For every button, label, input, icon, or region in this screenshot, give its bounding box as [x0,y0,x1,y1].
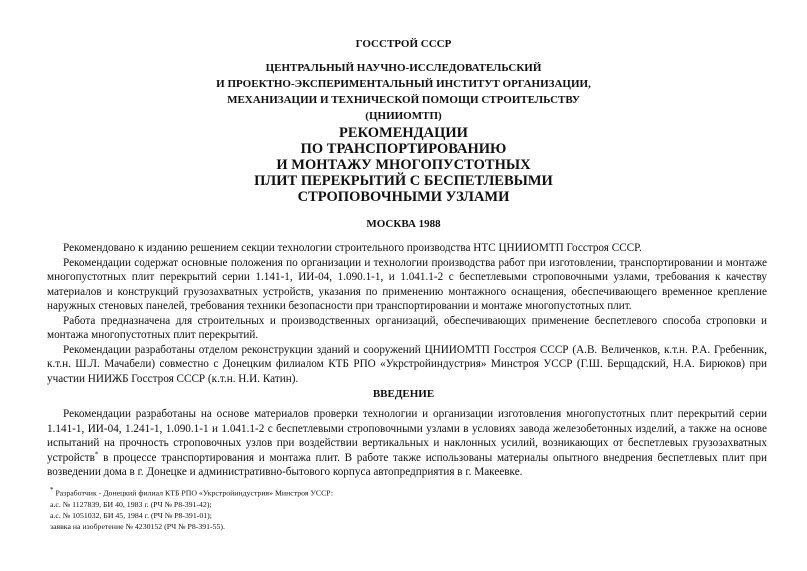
document-title-line-5: СТРОПОВОЧНЫМИ УЗЛАМИ [297,189,510,205]
footnote-developer: Разработчик - Донецкий филиал КТБ РПО «Укрстройиндустрия» Минстроя УССР: [53,488,334,498]
intro-paragraph: Рекомендовано к изданию решением секции технологии строительного производства НТС ЦНИИОМТП Госстроя СССР. [63,242,642,254]
intro-block [47,241,767,386]
introduction-text-part-1: Рекомендации разработаны на основе материалов проверки технологии и организации изготовления многопустотных плит перекрытий серии 1.141-1, ИИ-04, 1.241-1, 1.090.1-1 и 1.041.1-2 с беспетлевыми строповочными узлами в условиях завода железобетонных изделий, а также на основе испытаний на прочность строповочных узлов при воздействии вертикальных и наклонных усилий, возникающих от беспетлевых грузозахватных устройств [47,408,767,464]
introduction-paragraph [47,407,767,480]
document-title-line-1: РЕКОМЕНДАЦИИ [339,125,468,141]
document-title-line-3: И МОНТАЖУ МНОГОПУСТОТНЫХ [276,157,531,173]
document-title-line-4: ПЛИТ ПЕРЕКРЫТИЙ С БЕСПЕТЛЕВЫМИ [254,173,553,189]
institute-name-line-2: И ПРОЕКТНО-ЭКСПЕРИМЕНТАЛЬНЫЙ ИНСТИТУТ ОРГАНИЗАЦИИ, [216,78,591,90]
intro-paragraph: Рекомендации разработаны отделом реконструкции зданий и сооружений ЦНИИОМТП Госстроя СССР (А.В. Величенков, к.т.н. Р.А. Гребенник, к.т.н. Ш.Л. Мачабели) совместно с Донецким филиалом КТБ РПО «Укрстройиндустрия» Минстроя УССР (Г.Ш. Берщадский, Н.А. Бирюков) при участии НИИЖБ Госстроя СССР (к.т.н. Н.И. Катин). [47,343,767,385]
introduction-text-part-2: в процессе транспортирования и монтажа плит. В работе также использованы материалы опытного внедрения беспетлевых плит при возведении дома в г. Донецке и административно-бытового корпуса автопредприятия в г. Макеевке. [47,451,767,478]
footnote [50,485,750,532]
institute-name-line-3: МЕХАНИЗАЦИИ И ТЕХНИЧЕСКОЙ ПОМОЩИ СТРОИТЕЛЬСТВУ [227,94,580,106]
footnote-line: заявка на изобретение № 4230152 (РЧ № Р8-391-55). [50,521,225,531]
intro-paragraph: Рекомендации содержат основные положения по организации и технологии производства работ при изготовлении, транспортировании и монтаже многопустотных плит перекрытий серии 1.141-1, ИИ-04, 1.090.1-1, и 1.041.1-2 с беспетлевыми строповочными узлами, требования к качеству материалов и конструкций грузозахватных устройств, указания по применению монтажного оснащения, обеспечивающего временное крепление наружных стеновых панелей, требования техники безопасности при транспортировании и монтаже многопустотных плит. [47,256,767,312]
footnote-reference-mark: * [94,449,99,458]
institute-abbreviation: (ЦНИИОМТП) [365,110,442,122]
section-heading: ВВЕДЕНИЕ [372,388,435,400]
city-year: МОСКВА 1988 [366,218,441,230]
footnote-line: а.с. № 1051032, БИ 45, 1984 г. (РЧ № Р8-391-01); [50,510,212,520]
agency-name: ГОССТРОЙ СССР [355,38,452,50]
footnote-mark: * [50,486,54,494]
introduction-block [47,407,767,480]
footnote-line: а.с. № 1127839, БИ 40, 1983 г. (РЧ № Р8-391-42); [50,499,212,509]
intro-paragraph: Работа предназначена для строительных и производственных организаций, обеспечивающих применение беспетлевого способа строповки и монтажа многопустотных плит перекрытий. [47,314,767,341]
document-title-line-2: ПО ТРАНСПОРТИРОВАНИЮ [300,141,507,157]
footnote-line [50,485,750,499]
institute-name-line-1: ЦЕНТРАЛЬНЫЙ НАУЧНО-ИССЛЕДОВАТЕЛЬСКИЙ [265,62,542,74]
